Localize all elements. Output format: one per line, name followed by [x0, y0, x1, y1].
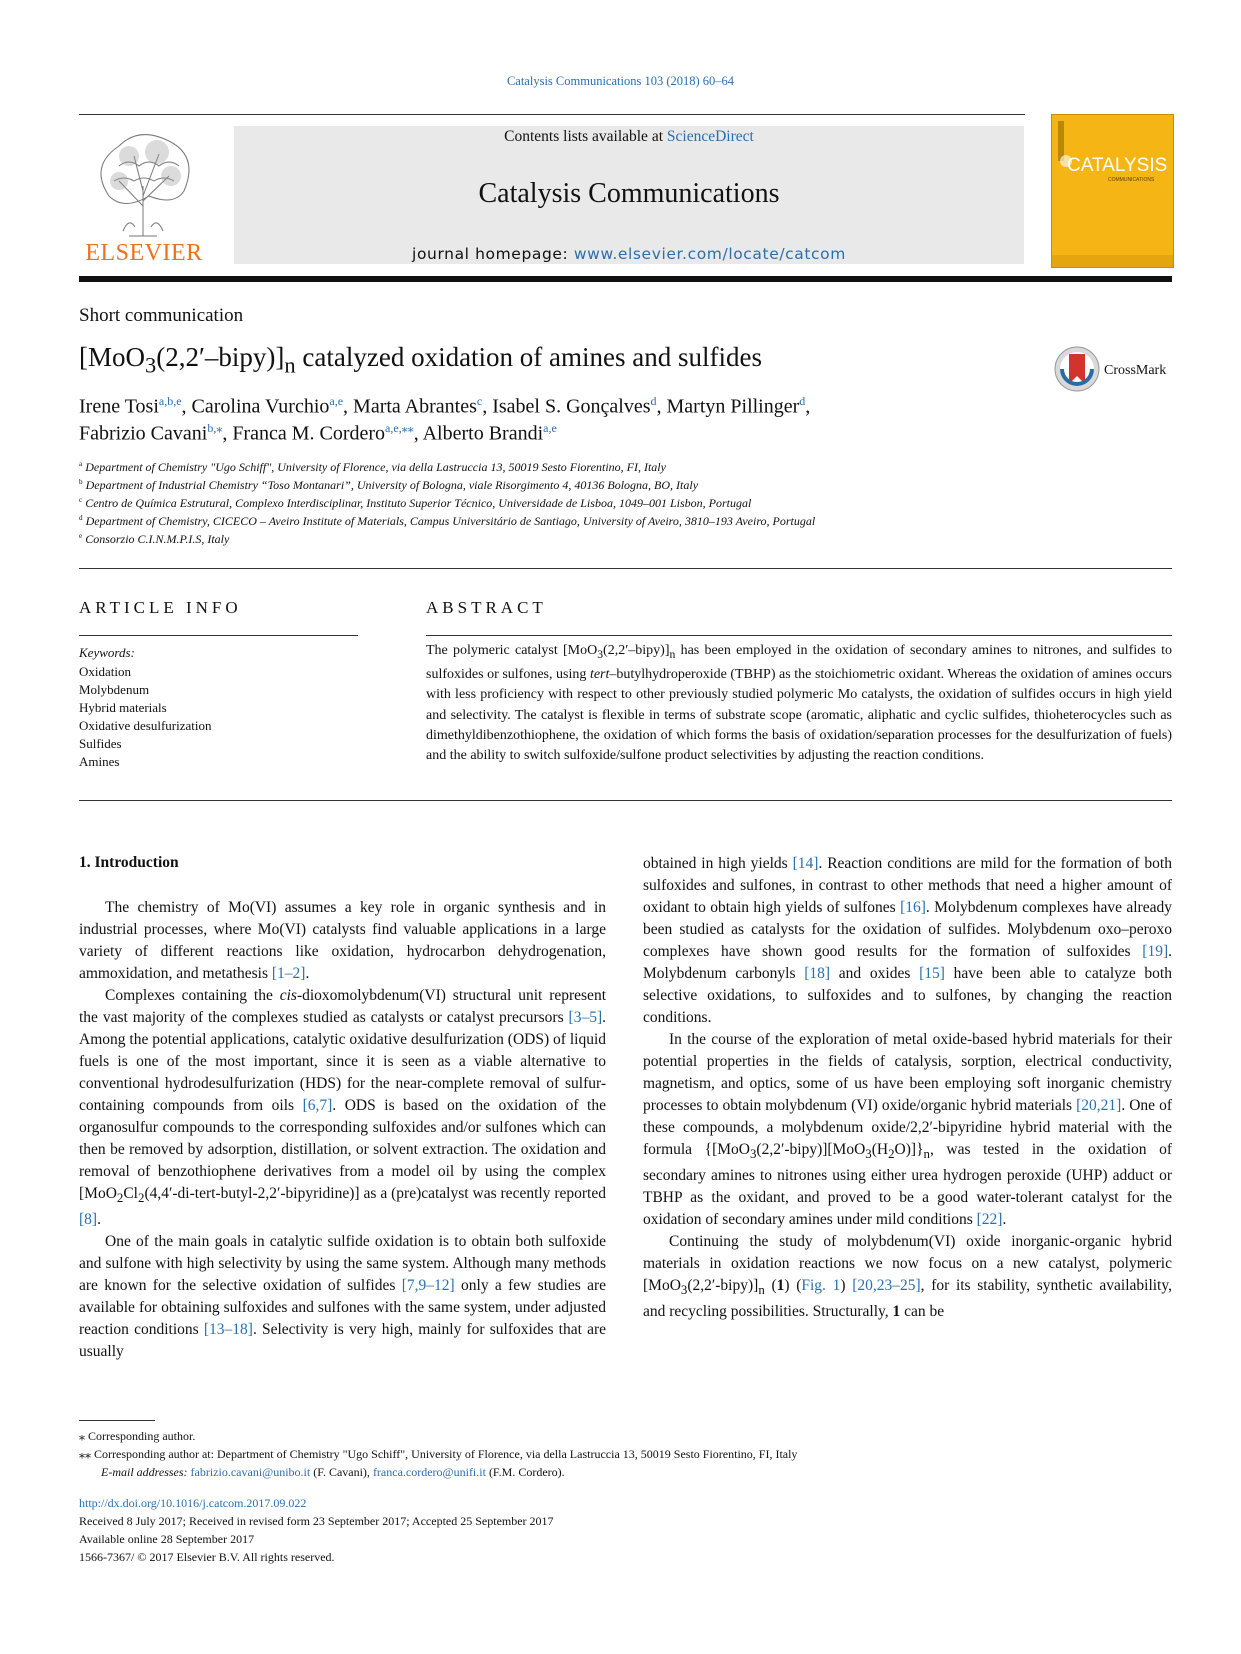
email-link[interactable]: franca.cordero@unifi.it: [372, 1465, 486, 1479]
affiliation: $^a$ Department of Chemistry "Ugo Schiff", University of Florence, via della Lastruccia 13, 50019 Sesto Fiorentino, FI, Italy: [79, 460, 666, 474]
journal-cover[interactable]: [1051, 114, 1174, 268]
cover-title: CATALYSIS: [1067, 155, 1168, 176]
citation-link[interactable]: [1–2]: [271, 965, 306, 982]
citation-link[interactable]: [8]: [79, 1211, 98, 1229]
citation-link[interactable]: [19]: [1142, 943, 1169, 960]
body-column-right: [643, 853, 1172, 1323]
cover-subtitle: COMMUNICATIONS: [1108, 177, 1155, 183]
author-sup[interactable]: a,b,e: [158, 394, 182, 408]
body-column-left: [79, 897, 606, 1363]
citation-link[interactable]: [6,7]: [302, 1097, 333, 1114]
affiliations-rule: [79, 568, 1172, 569]
citation-link[interactable]: [20,21]: [1076, 1097, 1122, 1114]
footnotes: [79, 1427, 1172, 1481]
keyword: Oxidation: [79, 664, 131, 679]
publication-info: [79, 1494, 554, 1566]
homepage-link[interactable]: www.elsevier.com/locate/catcom: [573, 245, 846, 263]
author-name[interactable]: Marta Abrantes: [353, 395, 477, 418]
abstract-rule: [426, 635, 1172, 636]
citation-link[interactable]: [16]: [900, 899, 926, 916]
keyword: Oxidative desulfurization: [79, 718, 212, 733]
citation-link[interactable]: [13–18]: [203, 1321, 253, 1339]
journal-title: Catalysis Communications: [478, 178, 780, 209]
email-line: E-mail addresses: fabrizio.cavani@unibo.it (F. Cavani), franca.cordero@unifi.it (F.M. Cordero).: [101, 1465, 565, 1479]
footnote: ⁎ Corresponding author.: [79, 1429, 196, 1443]
article-type: Short communication: [79, 305, 244, 326]
abstract-heading: ABSTRACT: [426, 598, 547, 617]
authors-line-2: Fabrizio Cavani$^{b,⁎}$, Franca M. Cordero$^{a,e,⁎⁎}$, Alberto Brandi$^{a,e}$: [79, 421, 557, 445]
paragraph: obtained in high yields [14]. Reaction conditions are mild for the formation of both sulfoxides and sulfones, in contrast to other methods that need a higher amount of oxidant to obtain high yields of sulfones [16]. Molybdenum complexes have already been studied as catalysts for the oxidation of sulfides. Molybdenum oxo–peroxo complexes have shown good results for the formation of sulfoxides [19]. Molybdenum carbonyls [18] and oxides [15] have been able to catalyze both selective oxidations, to sulfoxides and to sulfones, by changing the reaction conditions.: [643, 855, 1172, 1026]
keyword: Amines: [79, 754, 120, 769]
article-info-rule: [79, 635, 358, 636]
paragraph: In the course of the exploration of metal oxide-based hybrid materials for their potential properties in the fields of catalysis, sorption, electrical conductivity, magnetism, and optics, some of us have been employing soft inorganic chemistry processes to obtain molybdenum (VI) oxide/organic hybrid materials [20,21]. One of these compounds, a molybdenum oxide/2,2′-bipyridine hybrid material with the formula $\{[MoO_3(2,2'-bipy)][MoO_3(H_2O)]\}_n$, was tested in the oxidation of secondary amines to nitrones using either urea hydrogen peroxide (UHP) adduct or TBHP as the oxidant, and proved to be a good water-tolerant catalyst for the oxidation of secondary amines under mild conditions [22].: [643, 1031, 1172, 1229]
citation-link[interactable]: [18]: [804, 965, 831, 982]
elsevier-wordmark: ELSEVIER: [85, 240, 203, 266]
contents-line: [234, 128, 1024, 146]
author-sup[interactable]: a,e: [329, 394, 344, 408]
author-name[interactable]: Franca M. Cordero: [232, 422, 386, 445]
author-name[interactable]: Martyn Pillinger: [666, 395, 800, 418]
abstract-bottom-rule: [79, 800, 1172, 801]
copyright: 1566-7367/ © 2017 Elsevier B.V. All rights reserved.: [79, 1550, 335, 1564]
email-link[interactable]: fabrizio.cavani@unibo.it: [190, 1465, 311, 1479]
header-rule: [79, 114, 1025, 115]
citation-link[interactable]: [7,9–12]: [401, 1277, 455, 1295]
abstract-text: The polymeric catalyst $[MoO_3(2,2'-bipy)]_n$ has been employed in the oxidation of secondary amines to nitrones, and sulfides to sulfoxides or sulfones, using tert–butylhydroperoxide (TBHP) as the stoichiometric oxidant. Whereas the oxidation of amines occurs with less proficiency with respect to other previously studied polymeric Mo catalysts, the oxidation of sulfides occurs in high yield and selectivity. The catalyst is flexible in terms of substrate scope (aromatic, aliphatic and cyclic sulfides, thioheterocycles such as dimethyldibenzothiophene, the oxidation of which forms the basis of oxidation/separation processes for the desulfurization of fuels) and the ability to switch sulfoxide/sulfone product selectivities by adjusting the reaction conditions.: [426, 643, 1172, 764]
keywords-list: [79, 663, 212, 771]
author-name[interactable]: Alberto Brandi: [422, 422, 544, 445]
affiliation: $^e$ Consorzio C.I.N.M.P.I.S, Italy: [79, 532, 230, 546]
authors-line-1: Irene Tosi$^{a,b,e}$, Carolina Vurchio$^{a,e}$, Marta Abrantes$^c$, Isabel S. Gonçalves$^d$, Martyn Pillinger$^d$,: [79, 394, 811, 418]
paragraph: The chemistry of Mo(VI) assumes a key role in organic synthesis and in industrial processes, where Mo(VI) catalysts find valuable applications in a large variety of different reactions like oxidation, hydrocarbon dehydrogenation, ammoxidation, and metathesis [1–2].: [79, 899, 606, 982]
article-info-heading: ARTICLE INFO: [79, 598, 242, 617]
keyword: Sulfides: [79, 736, 122, 751]
crossmark-label[interactable]: CrossMark: [1104, 363, 1167, 378]
section-heading: 1. Introduction: [79, 854, 179, 871]
affiliation: $^c$ Centro de Química Estrutural, Complexo Interdisciplinar, Instituto Superior Técnico, Universidade de Lisboa, 1049–001 Lisbon, Portugal: [79, 496, 752, 510]
affiliation: $^b$ Department of Industrial Chemistry “Toso Montanari”, University of Bologna, viale Risorgimento 4, 40136 Bologna, BO, Italy: [79, 478, 699, 492]
doi-link[interactable]: http://dx.doi.org/10.1016/j.catcom.2017.09.022: [79, 1496, 307, 1510]
author-sup[interactable]: a,e: [543, 421, 557, 435]
author-sup[interactable]: a,e,⁎⁎: [385, 421, 414, 435]
cover-art: [1052, 115, 1173, 267]
article-title: $[MoO_3(2,2'-bipy)]_n$ catalyzed oxidation of amines and sulfides: [79, 342, 762, 378]
author-name[interactable]: Fabrizio Cavani: [79, 422, 208, 445]
homepage-prefix: journal homepage:: [412, 245, 574, 263]
affiliation: $^d$ Department of Chemistry, CICECO – Aveiro Institute of Materials, Campus Universitário de Santiago, University of Aveiro, 3810–193 Aveiro, Portugal: [79, 514, 816, 528]
homepage-line: [234, 245, 1024, 263]
journal-citation[interactable]: Catalysis Communications 103 (2018) 60–64: [506, 74, 735, 88]
author-sup[interactable]: b,⁎: [207, 421, 223, 435]
citation-link[interactable]: [14]: [792, 855, 819, 872]
citation-link[interactable]: [20,23–25]: [852, 1277, 921, 1295]
paragraph: Complexes containing the cis-dioxomolybdenum(VI) structural unit represent the vast majority of the complexes studied as catalysts or catalyst precursors [3–5]. Among the potential applications, catalytic oxidative desulfurization (ODS) of liquid fuels is one of the most important, since it is seen as a viable alternative to conventional hydrodesulfurization (HDS) for the near-complete removal of sulfur-containing compounds from oils [6,7]. ODS is based on the oxidation of the organosulfur compounds to the corresponding sulfoxides and/or sulfones which can then be removed by adsorption, distillation, or solvent extraction. The oxidation and removal of benzothiophene derivatives from a model oil by using the complex $[MoO_2Cl_2(4,4'-di-tert-butyl-2,2'-bipyridine)]$ as a (pre)catalyst was recently reported [8].: [79, 987, 606, 1229]
author-sup[interactable]: d: [650, 394, 657, 408]
author-sup[interactable]: d: [799, 394, 806, 408]
header-thick-rule: [79, 276, 1172, 282]
citation-link[interactable]: [22]: [976, 1211, 1003, 1229]
dates: Received 8 July 2017; Received in revised form 23 September 2017; Accepted 25 September 2017: [79, 1514, 554, 1528]
citation-link[interactable]: [15]: [919, 965, 945, 982]
footnote: ⁎⁎ Corresponding author at: Department of Chemistry "Ugo Schiff", University of Florence, via della Lastruccia 13, 50019 Sesto Fiorentino, FI, Italy: [79, 1447, 798, 1461]
online-date: Available online 28 September 2017: [79, 1532, 255, 1546]
author-sup[interactable]: c: [476, 394, 483, 408]
author-name[interactable]: Isabel S. Gonçalves: [492, 395, 651, 418]
citation-link[interactable]: [3–5]: [568, 1009, 603, 1026]
keyword: Hybrid materials: [79, 700, 167, 715]
paragraph: One of the main goals in catalytic sulfide oxidation is to obtain both sulfoxide and sulfone with high selectivity by using the same system. Although many methods are known for the selective oxidation of sulfides [7,9–12] only a few studies are available for obtaining sulfoxides and sulfones with the same system, under adjusted reaction conditions [13–18]. Selectivity is very high, mainly for sulfoxides that are usually: [79, 1233, 607, 1361]
author-name[interactable]: Irene Tosi: [79, 395, 159, 418]
keywords-label: Keywords:: [79, 645, 135, 660]
contents-prefix: Contents lists available at: [504, 128, 667, 145]
paragraph: Continuing the study of molybdenum(VI) oxide inorganic-organic hybrid materials in oxidation reactions we now focus on a new catalyst, polymeric $[MoO_3(2,2'-bipy)]_n$ (1) (Fig. 1) [20,23–25], for its stability, synthetic availability, and recycling possibilities. Structurally, 1 can be: [643, 1233, 1172, 1321]
footnote-rule: [79, 1420, 155, 1421]
figure-link[interactable]: Fig. 1: [801, 1277, 841, 1295]
keyword: Molybdenum: [79, 682, 150, 697]
sciencedirect-link[interactable]: ScienceDirect: [666, 128, 754, 145]
author-name[interactable]: Carolina Vurchio: [191, 395, 330, 418]
crossmark-icon[interactable]: [1054, 346, 1100, 392]
